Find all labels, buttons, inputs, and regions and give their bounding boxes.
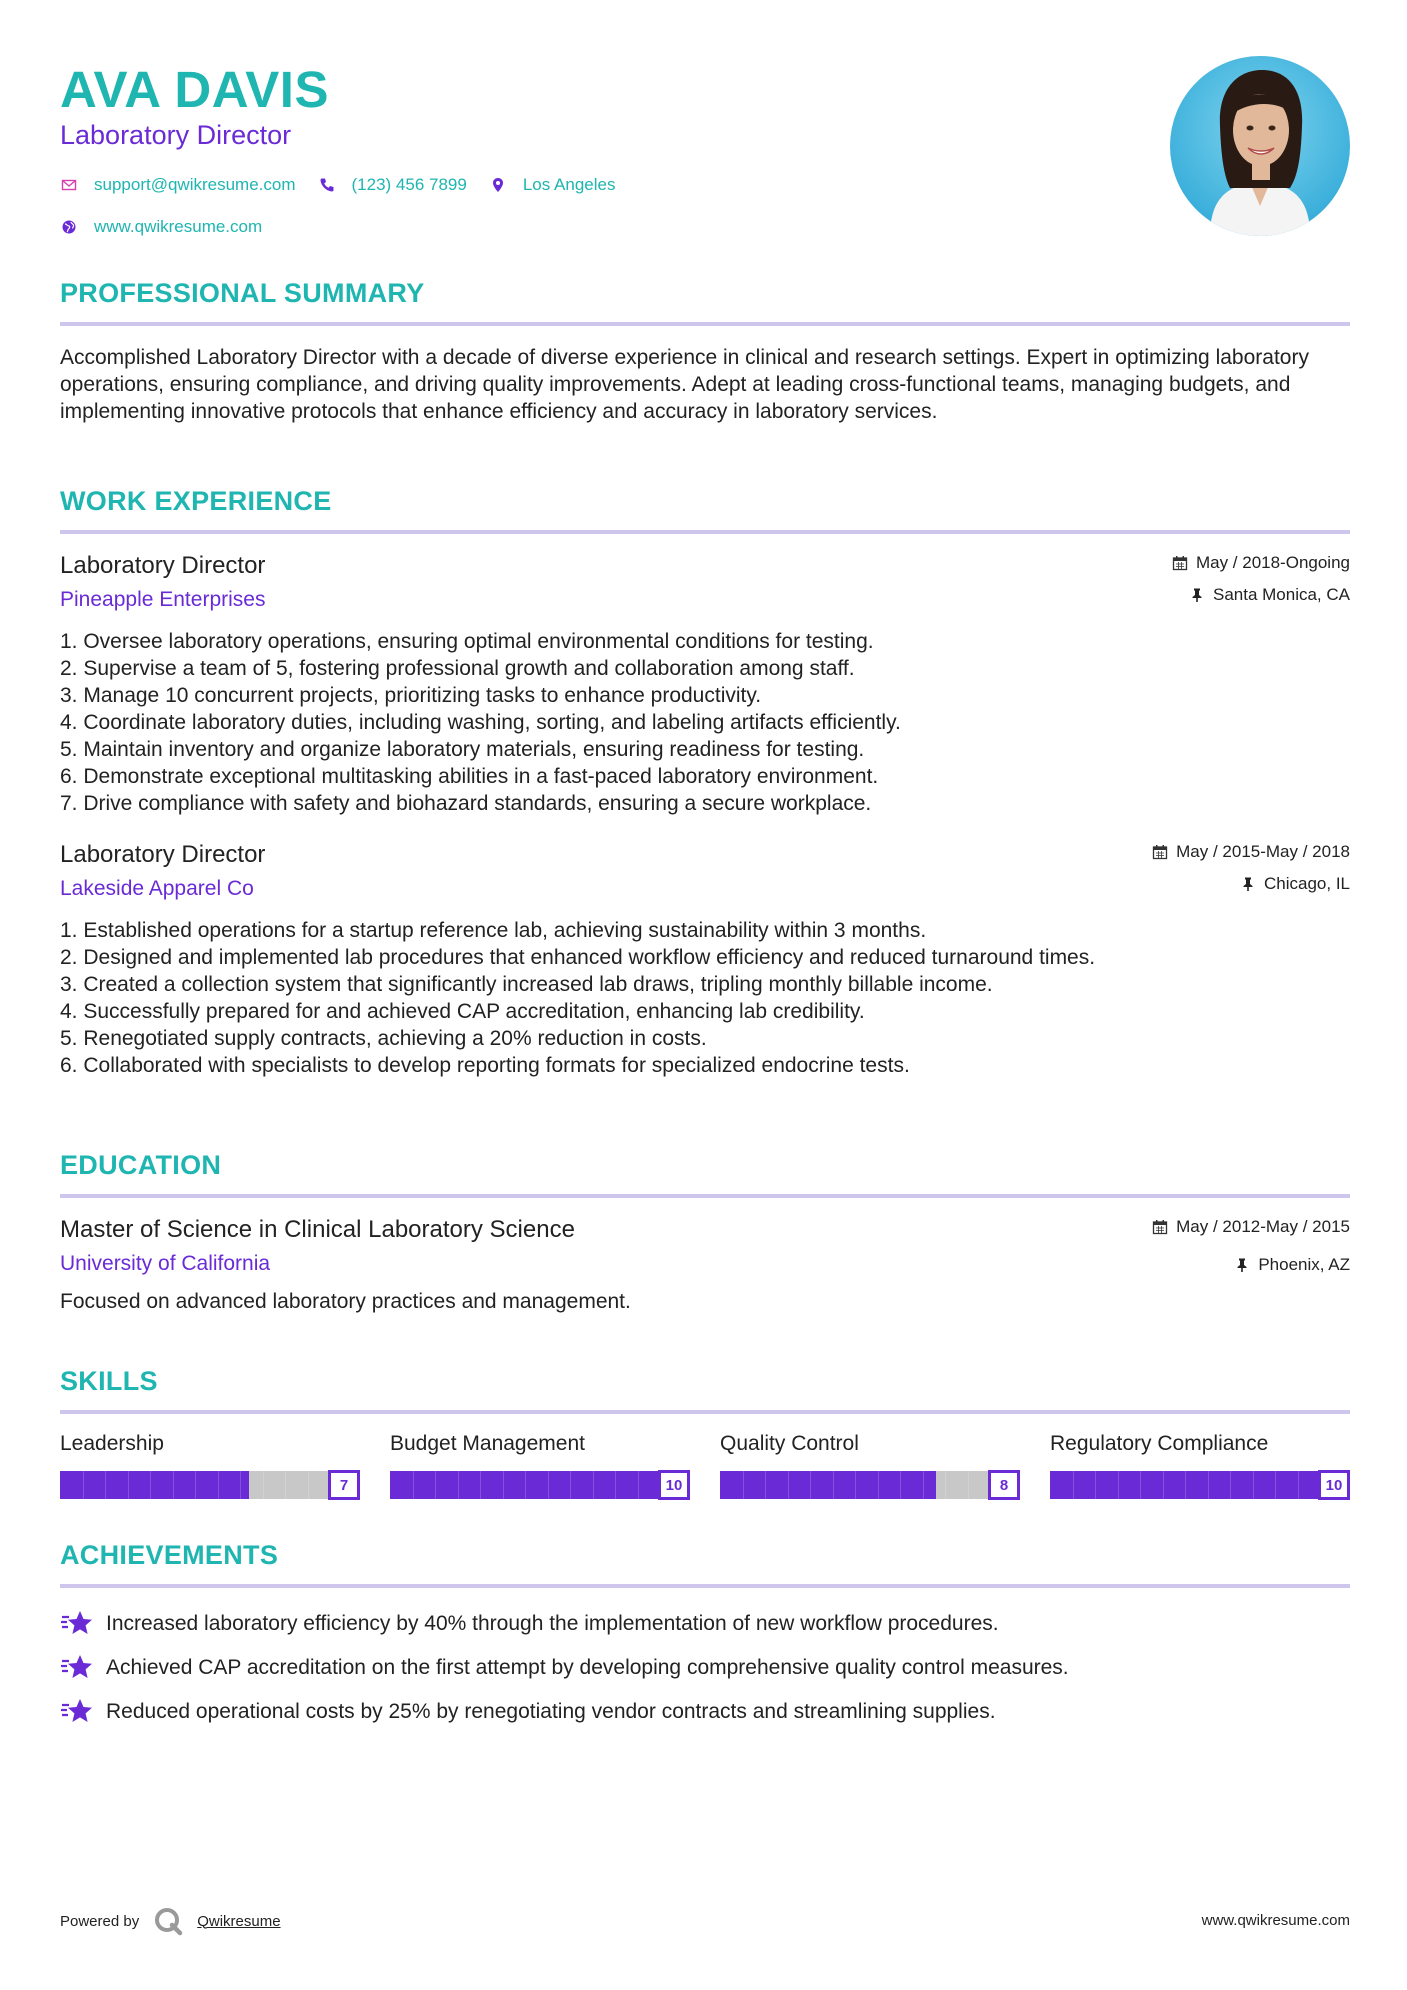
education-heading: EDUCATION [60, 1150, 222, 1180]
skill-name: Quality Control [720, 1432, 859, 1455]
job-location: Santa Monica, CA [1212, 585, 1350, 604]
skill-item [1050, 1432, 1350, 1500]
skill-fill [60, 1471, 249, 1499]
job-bullets [60, 917, 1350, 1079]
skill-track [60, 1471, 330, 1499]
skill-segment-divider [195, 1471, 196, 1499]
list-item: 4. Coordinate laboratory duties, including washing, sorting, and labeling artifacts efficiently. [60, 711, 901, 734]
skill-name: Leadership [60, 1432, 164, 1455]
job-location-row [1152, 873, 1350, 895]
job-company: Pineapple Enterprises [60, 588, 266, 611]
star-badge-icon [60, 1609, 94, 1639]
skill-segment-divider [435, 1471, 436, 1499]
achievement-text: Reduced operational costs by 25% by renegotiating vendor contracts and streamlining supplies. [106, 1700, 996, 1723]
job-meta [1152, 841, 1350, 895]
email-text: support@qwikresume.com [94, 175, 296, 194]
section-divider [60, 322, 1350, 326]
skill-segment-divider [218, 1471, 219, 1499]
school-name: University of California [60, 1252, 271, 1275]
skill-segment-divider [833, 1471, 834, 1499]
skill-segment-divider [1230, 1471, 1231, 1499]
skill-segment-divider [788, 1471, 789, 1499]
contact-website[interactable] [60, 217, 262, 237]
skill-segment-divider [878, 1471, 879, 1499]
job-location: Chicago, IL [1264, 874, 1350, 893]
section-skills [60, 1366, 1350, 1500]
contact-email[interactable] [60, 175, 296, 195]
education-meta [1152, 1216, 1350, 1276]
job-bullets [60, 628, 1350, 817]
job-title: Laboratory Director [60, 552, 266, 579]
skill-segment-divider [968, 1471, 969, 1499]
section-summary [60, 278, 1350, 425]
skill-segment-divider [308, 1471, 309, 1499]
skill-segment-divider [525, 1471, 526, 1499]
list-item: 5. Maintain inventory and organize laboratory materials, ensuring readiness for testing. [60, 738, 865, 761]
job-meta [1172, 552, 1350, 606]
skill-segment-divider [945, 1471, 946, 1499]
section-divider [60, 1194, 1350, 1198]
job-title: Laboratory Director [60, 841, 266, 868]
candidate-role: Laboratory Director [60, 120, 292, 150]
skill-segment-divider [1275, 1471, 1276, 1499]
list-item: 3. Created a collection system that significantly increased lab draws, tripling monthly billable income. [60, 973, 993, 996]
skill-track [720, 1471, 990, 1499]
achievement-text: Achieved CAP accreditation on the first attempt by developing comprehensive quality control measures. [106, 1656, 1069, 1679]
skill-item [390, 1432, 690, 1500]
education-dates-row [1152, 1216, 1350, 1238]
page-footer [60, 1898, 1350, 1938]
section-divider [60, 530, 1350, 534]
achievements-list [60, 1602, 1350, 1734]
skill-segment-divider [1185, 1471, 1186, 1499]
skills-grid [60, 1432, 1350, 1500]
list-item: 1. Established operations for a startup reference lab, achieving sustainability within 3 months. [60, 919, 927, 942]
list-item: 6. Demonstrate exceptional multitasking abilities in a fast-paced laboratory environment. [60, 765, 879, 788]
job-company: Lakeside Apparel Co [60, 877, 254, 900]
skill-track [1050, 1471, 1320, 1499]
list-item: 2. Supervise a team of 5, fostering professional growth and collaboration among staff. [60, 657, 855, 680]
list-item: 3. Manage 10 concurrent projects, prioritizing tasks to enhance productivity. [60, 684, 762, 707]
map-pin-icon [489, 176, 507, 194]
star-badge-icon [60, 1653, 94, 1683]
summary-text: Accomplished Laboratory Director with a decade of diverse experience in clinical and research settings. Expert in optimizing laboratory operations, ensuring compliance, and driving quality improvements. Adept at leading cross-functional teams, managing budgets, and implementing innovative protocols that enhance efficiency and accuracy in laboratory services. [60, 346, 1309, 423]
star-badge-icon [60, 1697, 94, 1727]
skill-segment-divider [923, 1471, 924, 1499]
skill-track [390, 1471, 660, 1499]
skill-name: Budget Management [390, 1432, 585, 1455]
phone-icon [318, 176, 336, 194]
skill-fill [720, 1471, 936, 1499]
contact-location [489, 175, 616, 195]
skill-segment-divider [150, 1471, 151, 1499]
calendar-icon [1152, 1219, 1168, 1235]
skill-segment-divider [900, 1471, 901, 1499]
skill-segment-divider [570, 1471, 571, 1499]
skill-segment-divider [548, 1471, 549, 1499]
powered-by [60, 1906, 281, 1936]
list-item: 1. Oversee laboratory operations, ensuring optimal environmental conditions for testing. [60, 630, 874, 653]
achievement-item [60, 1602, 1350, 1646]
calendar-icon [1152, 844, 1168, 860]
skill-segment-divider [263, 1471, 264, 1499]
skill-segment-divider [503, 1471, 504, 1499]
footer-url[interactable]: www.qwikresume.com [1201, 1912, 1350, 1929]
skill-segment-divider [458, 1471, 459, 1499]
phone-text: (123) 456 7899 [351, 175, 467, 194]
section-experience [60, 486, 1350, 1079]
section-achievements [60, 1540, 1350, 1734]
list-item: 2. Designed and implemented lab procedures that enhanced workflow efficiency and reduced turnaround times. [60, 946, 1096, 969]
contact-row-secondary [60, 214, 637, 240]
list-item: 6. Collaborated with specialists to develop reporting formats for specialized endocrine tests. [60, 1054, 910, 1077]
degree-title: Master of Science in Clinical Laboratory Science [60, 1216, 575, 1243]
achievement-item [60, 1690, 1350, 1734]
skill-segment-divider [615, 1471, 616, 1499]
job-dates-row [1172, 552, 1350, 574]
education-location: Phoenix, AZ [1258, 1255, 1350, 1274]
skill-meter [390, 1470, 690, 1500]
job-entry [60, 552, 1350, 817]
list-item: 4. Successfully prepared for and achieved CAP accreditation, enhancing lab credibility. [60, 1000, 865, 1023]
skill-segment-divider [83, 1471, 84, 1499]
calendar-icon [1172, 555, 1188, 571]
section-divider [60, 1584, 1350, 1588]
skill-name: Regulatory Compliance [1050, 1432, 1269, 1455]
skill-level-badge: 10 [658, 1470, 690, 1500]
skill-segment-divider [413, 1471, 414, 1499]
skill-segment-divider [1095, 1471, 1096, 1499]
list-item: 7. Drive compliance with safety and biohazard standards, ensuring a secure workplace. [60, 792, 872, 815]
achievement-text: Increased laboratory efficiency by 40% through the implementation of new workflow procedures. [106, 1612, 999, 1635]
skill-segment-divider [638, 1471, 639, 1499]
section-education [60, 1150, 1350, 1314]
skill-segment-divider [593, 1471, 594, 1499]
list-item: 5. Renegotiated supply contracts, achieving a 20% reduction in costs. [60, 1027, 707, 1050]
skill-segment-divider [765, 1471, 766, 1499]
skill-level-badge: 10 [1318, 1470, 1350, 1500]
globe-icon [60, 218, 78, 236]
skill-segment-divider [480, 1471, 481, 1499]
contact-info [60, 172, 637, 240]
job-dates: May / 2015-May / 2018 [1176, 842, 1350, 861]
skill-meter [60, 1470, 360, 1500]
skill-segment-divider [105, 1471, 106, 1499]
skill-segment-divider [1163, 1471, 1164, 1499]
achievement-item [60, 1646, 1350, 1690]
pushpin-icon [1234, 1257, 1250, 1273]
job-location-row [1172, 584, 1350, 606]
section-divider [60, 1410, 1350, 1414]
resume-header [60, 56, 1350, 256]
job-entry [60, 841, 1350, 1079]
skill-item [720, 1432, 1020, 1500]
skill-segment-divider [128, 1471, 129, 1499]
skill-segment-divider [1208, 1471, 1209, 1499]
location-text: Los Angeles [522, 175, 616, 194]
qwikresume-logo-icon [153, 1906, 183, 1936]
skill-segment-divider [240, 1471, 241, 1499]
job-dates-row [1152, 841, 1350, 863]
website-text: www.qwikresume.com [94, 217, 263, 236]
education-entry [60, 1216, 1350, 1314]
powered-by-label: Powered by [60, 1912, 140, 1930]
skill-level-badge: 8 [988, 1470, 1020, 1500]
skill-segment-divider [1298, 1471, 1299, 1499]
profile-photo [1170, 56, 1350, 236]
skill-meter [720, 1470, 1020, 1500]
skill-meter [1050, 1470, 1350, 1500]
education-description: Focused on advanced laboratory practices and management. [60, 1290, 631, 1313]
contact-row-primary [60, 172, 637, 198]
skill-segment-divider [173, 1471, 174, 1499]
skill-segment-divider [810, 1471, 811, 1499]
skill-segment-divider [1253, 1471, 1254, 1499]
skill-item [60, 1432, 360, 1500]
brand-link[interactable]: Qwikresume [197, 1912, 281, 1930]
education-dates: May / 2012-May / 2015 [1176, 1217, 1350, 1236]
skill-segment-divider [285, 1471, 286, 1499]
skill-segment-divider [1073, 1471, 1074, 1499]
skill-segment-divider [743, 1471, 744, 1499]
envelope-icon [60, 176, 78, 194]
skill-segment-divider [1140, 1471, 1141, 1499]
achievements-heading: ACHIEVEMENTS [60, 1540, 279, 1570]
pushpin-icon [1240, 876, 1256, 892]
experience-heading: WORK EXPERIENCE [60, 486, 332, 516]
job-dates: May / 2018-Ongoing [1195, 553, 1350, 572]
contact-phone[interactable] [318, 175, 467, 195]
education-location-row [1152, 1254, 1350, 1276]
pushpin-icon [1189, 587, 1205, 603]
skill-level-badge: 7 [328, 1470, 360, 1500]
skills-heading: SKILLS [60, 1366, 158, 1396]
skill-segment-divider [1118, 1471, 1119, 1499]
candidate-name: AVA DAVIS [60, 61, 329, 118]
skill-segment-divider [855, 1471, 856, 1499]
summary-heading: PROFESSIONAL SUMMARY [60, 278, 425, 308]
